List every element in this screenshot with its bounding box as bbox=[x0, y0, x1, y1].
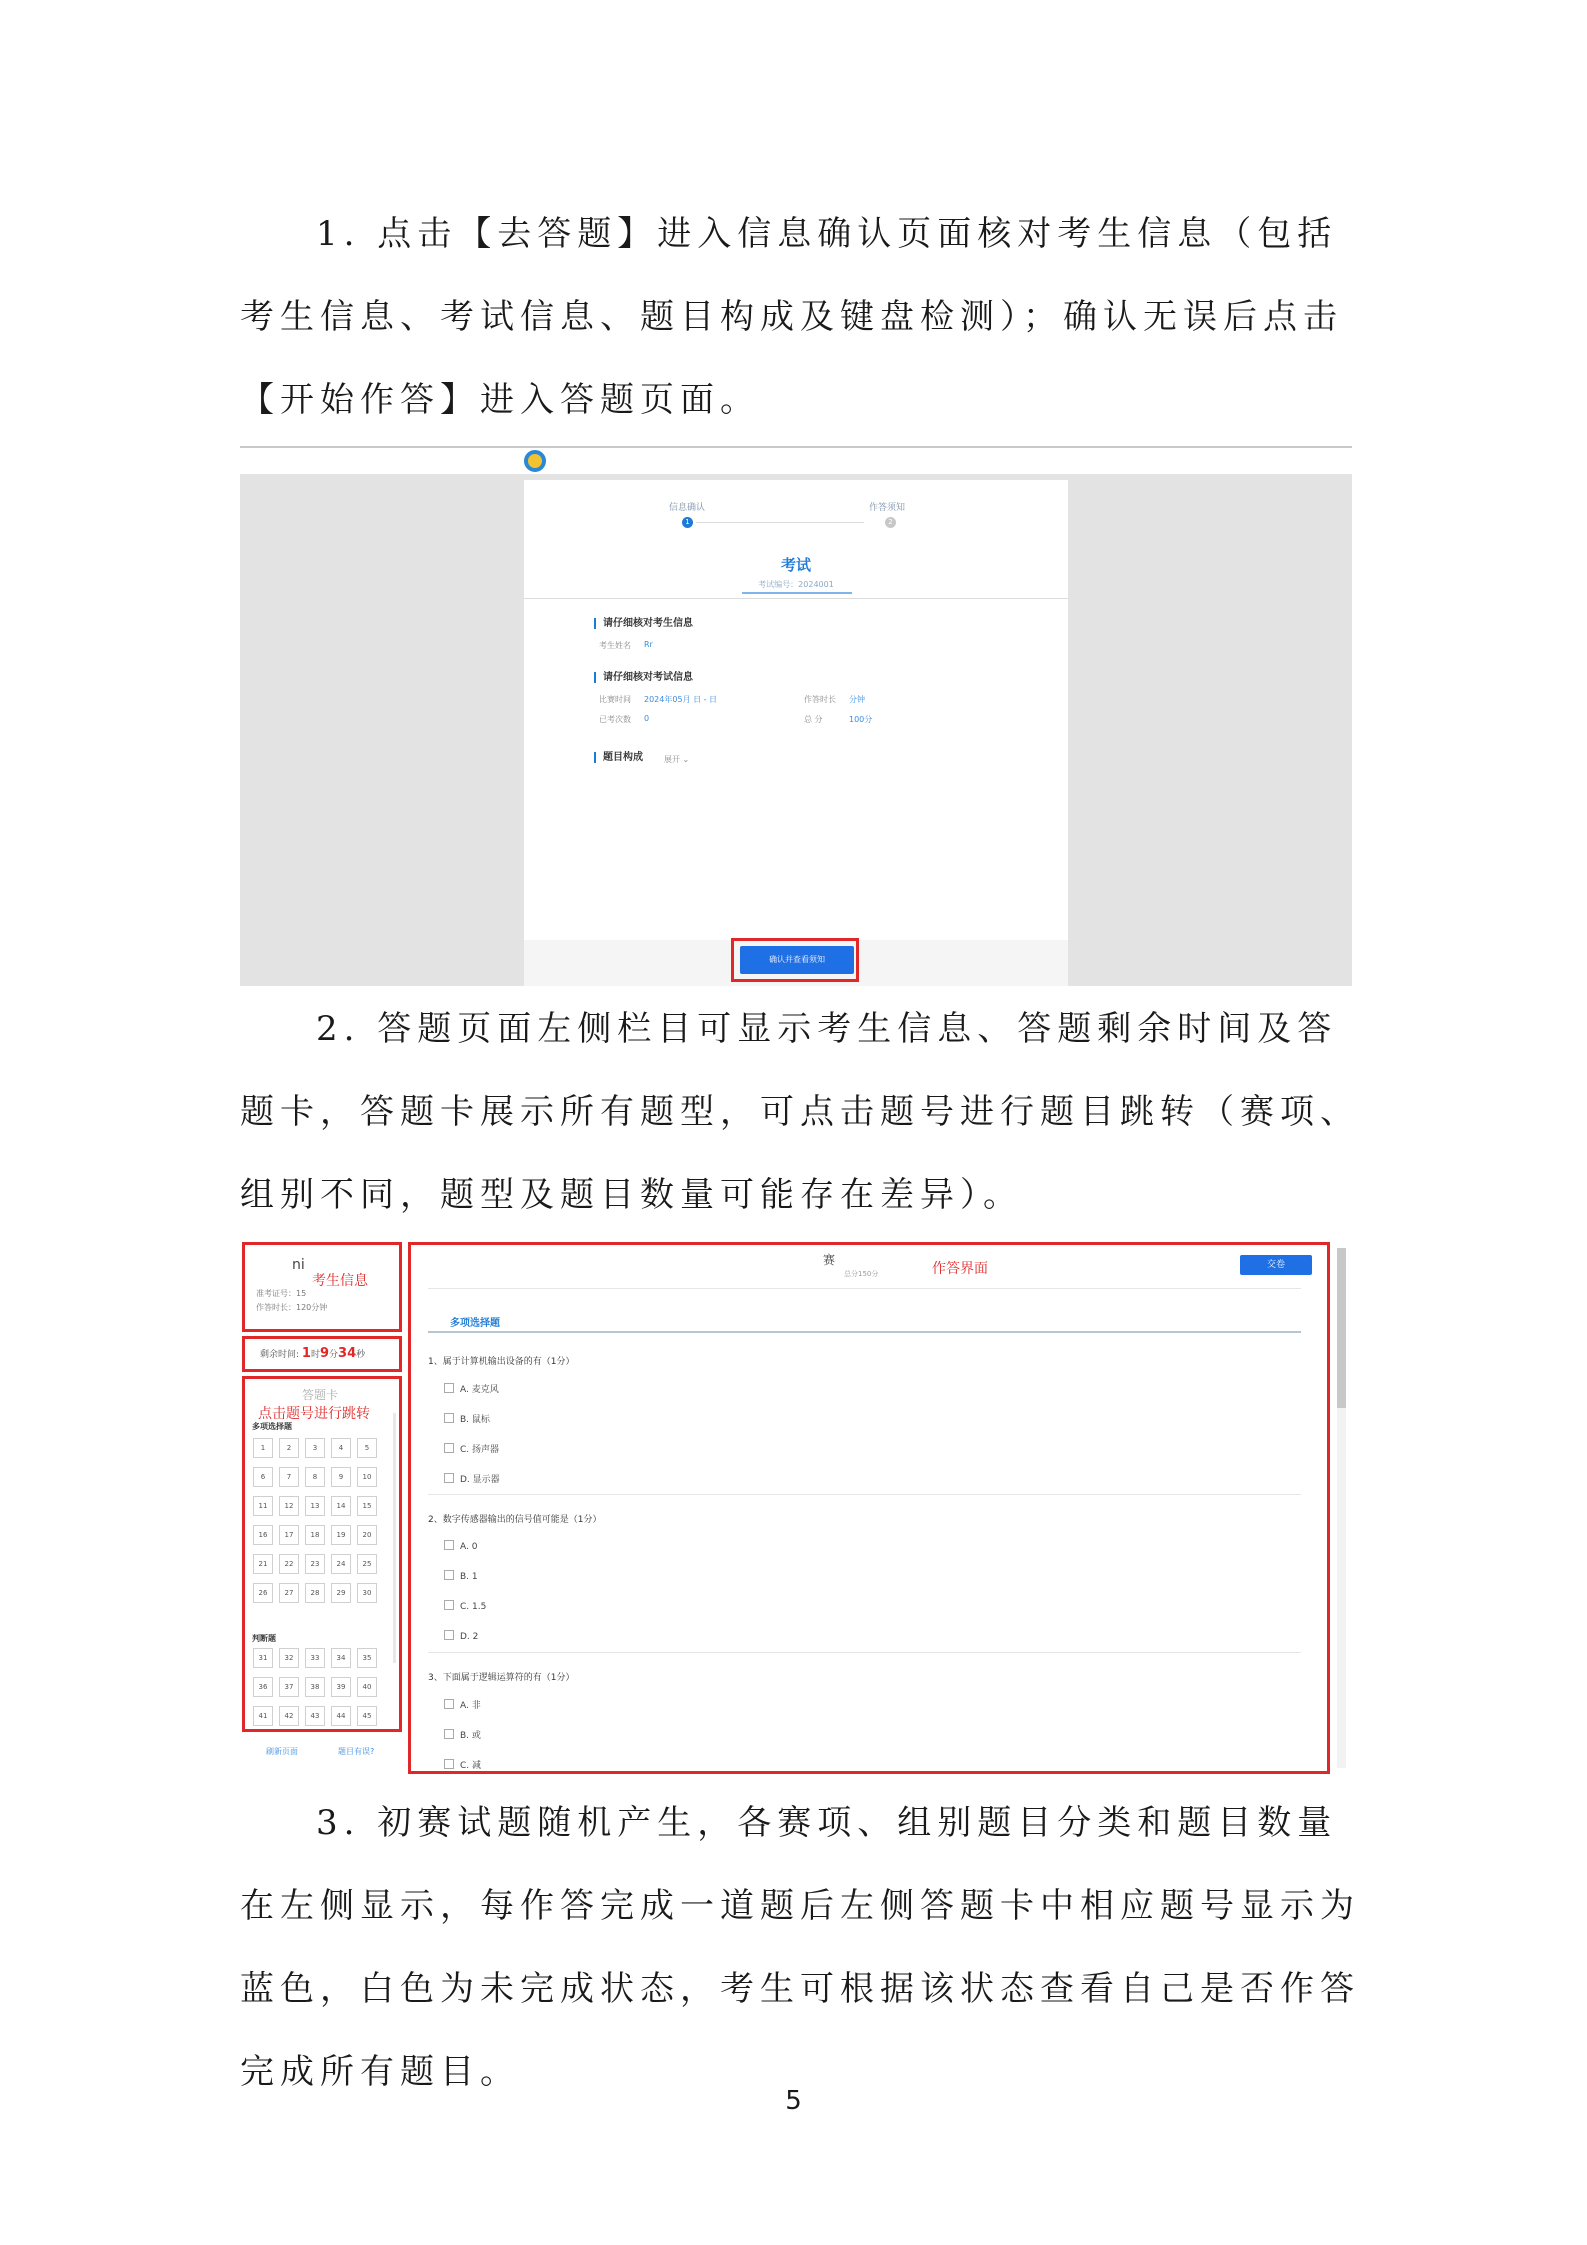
question-number-button[interactable]: 28 bbox=[305, 1583, 325, 1603]
report-error-link[interactable]: 题目有误? bbox=[338, 1747, 375, 1756]
screenshot-answer-page bbox=[240, 1238, 1352, 1778]
question-number-button[interactable]: 29 bbox=[331, 1583, 351, 1603]
question-3: 3、下面属于逻辑运算符的有（1分） bbox=[428, 1673, 575, 1683]
card-section-judge: 判断题 bbox=[252, 1634, 276, 1643]
answer-card-title: 答题卡 bbox=[301, 1388, 338, 1402]
option-label: C. 减 bbox=[460, 1761, 482, 1771]
question-number-button[interactable]: 38 bbox=[305, 1677, 325, 1697]
question-number-button[interactable]: 1 bbox=[253, 1438, 273, 1458]
option-label: C. 1.5 bbox=[460, 1602, 487, 1612]
question-number-button[interactable]: 5 bbox=[357, 1438, 377, 1458]
timer-minutes-unit: 分 bbox=[329, 1350, 339, 1360]
question-number-button[interactable]: 12 bbox=[279, 1496, 299, 1516]
paragraph-1 bbox=[240, 193, 1360, 442]
section-exam-info: 请仔细核对考试信息 bbox=[594, 672, 693, 683]
timer-hours-unit: 时 bbox=[310, 1350, 320, 1360]
option-label: A. 麦克风 bbox=[460, 1385, 499, 1395]
submit-exam-button[interactable]: 交卷 bbox=[1240, 1255, 1312, 1275]
question-number-button[interactable]: 40 bbox=[357, 1677, 377, 1697]
timer-seconds-unit: 秒 bbox=[356, 1350, 366, 1360]
step-1-label: 信息确认 bbox=[669, 503, 706, 513]
step-2-dot: 2 bbox=[885, 517, 896, 528]
annotation-candidate-info: 考生信息 bbox=[312, 1273, 368, 1289]
value-attempts: 0 bbox=[644, 714, 650, 723]
question-number-button[interactable]: 31 bbox=[253, 1648, 273, 1668]
value-total-score: 100分 bbox=[849, 715, 873, 724]
step-connector bbox=[696, 522, 864, 523]
total-score: 总分150分 bbox=[844, 1270, 879, 1278]
option-label: D. 2 bbox=[460, 1632, 479, 1642]
exam-title: 考试 bbox=[780, 556, 811, 574]
question-number-button[interactable]: 20 bbox=[357, 1525, 377, 1545]
option-label: C. 扬声器 bbox=[460, 1445, 500, 1455]
timer-seconds: 34 bbox=[338, 1346, 357, 1361]
ticket-number: 准考证号：15 bbox=[256, 1289, 307, 1298]
question-number-button[interactable]: 33 bbox=[305, 1648, 325, 1668]
question-1: 1、属于计算机输出设备的有（1分） bbox=[428, 1357, 575, 1367]
question-number-button[interactable]: 18 bbox=[305, 1525, 325, 1545]
question-number-button[interactable]: 30 bbox=[357, 1583, 377, 1603]
page-number: 5 bbox=[785, 2086, 802, 2116]
paragraph-3 bbox=[240, 1782, 1360, 2114]
label-time: 比赛时间 bbox=[599, 695, 631, 704]
card-section-multi: 多项选择题 bbox=[252, 1422, 292, 1431]
option-label: A. 0 bbox=[460, 1542, 478, 1552]
question-number-button[interactable]: 11 bbox=[253, 1496, 273, 1516]
header-divider bbox=[524, 598, 1068, 599]
question-number-button[interactable]: 16 bbox=[253, 1525, 273, 1545]
question-number-button[interactable]: 19 bbox=[331, 1525, 351, 1545]
question-number-button[interactable]: 26 bbox=[253, 1583, 273, 1603]
question-number-button[interactable]: 15 bbox=[357, 1496, 377, 1516]
question-number-button[interactable]: 6 bbox=[253, 1467, 273, 1487]
paragraph-2 bbox=[240, 988, 1360, 1237]
option-label: B. 或 bbox=[460, 1731, 481, 1741]
paragraph-3-text: 3. 初赛试题随机产生，各赛项、组别题目分类和题目数量在左侧显示，每作答完成一道题后左侧答题卡中相应题号显示为蓝色，白色为未完成状态，考生可根据该状态查看自己是否作答完成所有题目。 bbox=[240, 1803, 1360, 2092]
question-number-button[interactable]: 4 bbox=[331, 1438, 351, 1458]
question-section-title: 多项选择题 bbox=[450, 1318, 500, 1329]
question-number-button[interactable]: 43 bbox=[305, 1706, 325, 1726]
screenshot-info-confirm bbox=[240, 474, 1352, 986]
answer-duration: 作答时长：120分钟 bbox=[256, 1303, 328, 1312]
paragraph-2-text: 2. 答题页面左侧栏目可显示考生信息、答题剩余时间及答题卡，答题卡展示所有题型，可点击题号进行题目跳转（赛项、组别不同，题型及题目数量可能存在差异）。 bbox=[240, 1009, 1360, 1215]
option-label: B. 1 bbox=[460, 1572, 478, 1582]
step-1-dot: 1 bbox=[682, 517, 693, 528]
timer-hours: 1 bbox=[301, 1346, 311, 1361]
question-number-button[interactable]: 27 bbox=[279, 1583, 299, 1603]
value-name: Rr bbox=[644, 640, 653, 649]
option-label: A. 非 bbox=[460, 1701, 481, 1711]
question-number-button[interactable]: 44 bbox=[331, 1706, 351, 1726]
question-number-button[interactable]: 45 bbox=[357, 1706, 377, 1726]
question-number-button[interactable]: 17 bbox=[279, 1525, 299, 1545]
exam-title: 赛 bbox=[823, 1253, 836, 1267]
question-number-button[interactable]: 14 bbox=[331, 1496, 351, 1516]
confirm-card bbox=[524, 480, 1068, 940]
page-scrollbar-thumb[interactable] bbox=[1337, 1248, 1346, 1408]
paragraph-1-text: 1. 点击【去答题】进入信息确认页面核对考生信息（包括考生信息、考试信息、题目构成及键盘检测）；确认无误后点击【开始作答】进入答题页面。 bbox=[240, 214, 1343, 420]
step-2-label: 作答须知 bbox=[869, 503, 906, 513]
confirm-and-view-button[interactable]: 确认并查看须知 bbox=[740, 946, 854, 974]
candidate-name: ni bbox=[292, 1257, 305, 1273]
timer-minutes: 9 bbox=[319, 1346, 330, 1361]
question-number-button[interactable]: 8 bbox=[305, 1467, 325, 1487]
question-number-button[interactable]: 32 bbox=[279, 1648, 299, 1668]
question-number-button[interactable]: 7 bbox=[279, 1467, 299, 1487]
expand-toggle[interactable]: 展开 ⌄ bbox=[664, 755, 690, 764]
section-candidate-info: 请仔细核对考生信息 bbox=[594, 618, 693, 629]
section-composition: 题目构成 bbox=[594, 752, 643, 763]
value-duration: 分钟 bbox=[849, 695, 865, 704]
question-number-button[interactable]: 36 bbox=[253, 1677, 273, 1697]
question-number-button[interactable]: 39 bbox=[331, 1677, 351, 1697]
question-number-button[interactable]: 23 bbox=[305, 1554, 325, 1574]
annotation-box-answer-area bbox=[408, 1242, 1330, 1774]
question-number-button[interactable]: 10 bbox=[357, 1467, 377, 1487]
annotation-click-jump: 点击题号进行跳转 bbox=[258, 1406, 370, 1422]
annotation-box-timer bbox=[242, 1336, 402, 1372]
question-number-button[interactable]: 41 bbox=[253, 1706, 273, 1726]
question-2: 2、数字传感器输出的信号值可能是（1分） bbox=[428, 1515, 602, 1525]
question-number-button[interactable]: 9 bbox=[331, 1467, 351, 1487]
question-number-button[interactable]: 2 bbox=[279, 1438, 299, 1458]
exam-number: 考试编号：2024001 bbox=[758, 580, 834, 589]
question-number-button[interactable]: 3 bbox=[305, 1438, 325, 1458]
option-label: D. 显示器 bbox=[460, 1475, 500, 1485]
question-number-button[interactable]: 37 bbox=[279, 1677, 299, 1697]
label-total-score: 总 分 bbox=[804, 715, 823, 724]
question-number-button[interactable]: 24 bbox=[331, 1554, 351, 1574]
button-highlight-box bbox=[731, 938, 859, 982]
title-underline bbox=[742, 592, 852, 594]
timer-label: 剩余时间: bbox=[260, 1350, 300, 1360]
app-logo-icon bbox=[524, 450, 546, 472]
question-number-button[interactable]: 35 bbox=[357, 1648, 377, 1668]
label-name: 考生姓名 bbox=[599, 641, 631, 650]
question-number-button[interactable]: 25 bbox=[357, 1554, 377, 1574]
annotation-answer-area: 作答界面 bbox=[932, 1261, 988, 1277]
question-number-button[interactable]: 34 bbox=[331, 1648, 351, 1668]
label-attempts: 已考次数 bbox=[599, 715, 631, 724]
option-label: B. 鼠标 bbox=[460, 1415, 490, 1425]
value-time: 2024年05月 日 - 日 bbox=[644, 695, 718, 704]
label-duration: 作答时长 bbox=[804, 695, 836, 704]
question-number-button[interactable]: 42 bbox=[279, 1706, 299, 1726]
question-number-button[interactable]: 22 bbox=[279, 1554, 299, 1574]
question-number-button[interactable]: 21 bbox=[253, 1554, 273, 1574]
divider-line bbox=[240, 446, 1352, 448]
refresh-page-link[interactable]: 刷新页面 bbox=[266, 1747, 298, 1756]
question-number-button[interactable]: 13 bbox=[305, 1496, 325, 1516]
